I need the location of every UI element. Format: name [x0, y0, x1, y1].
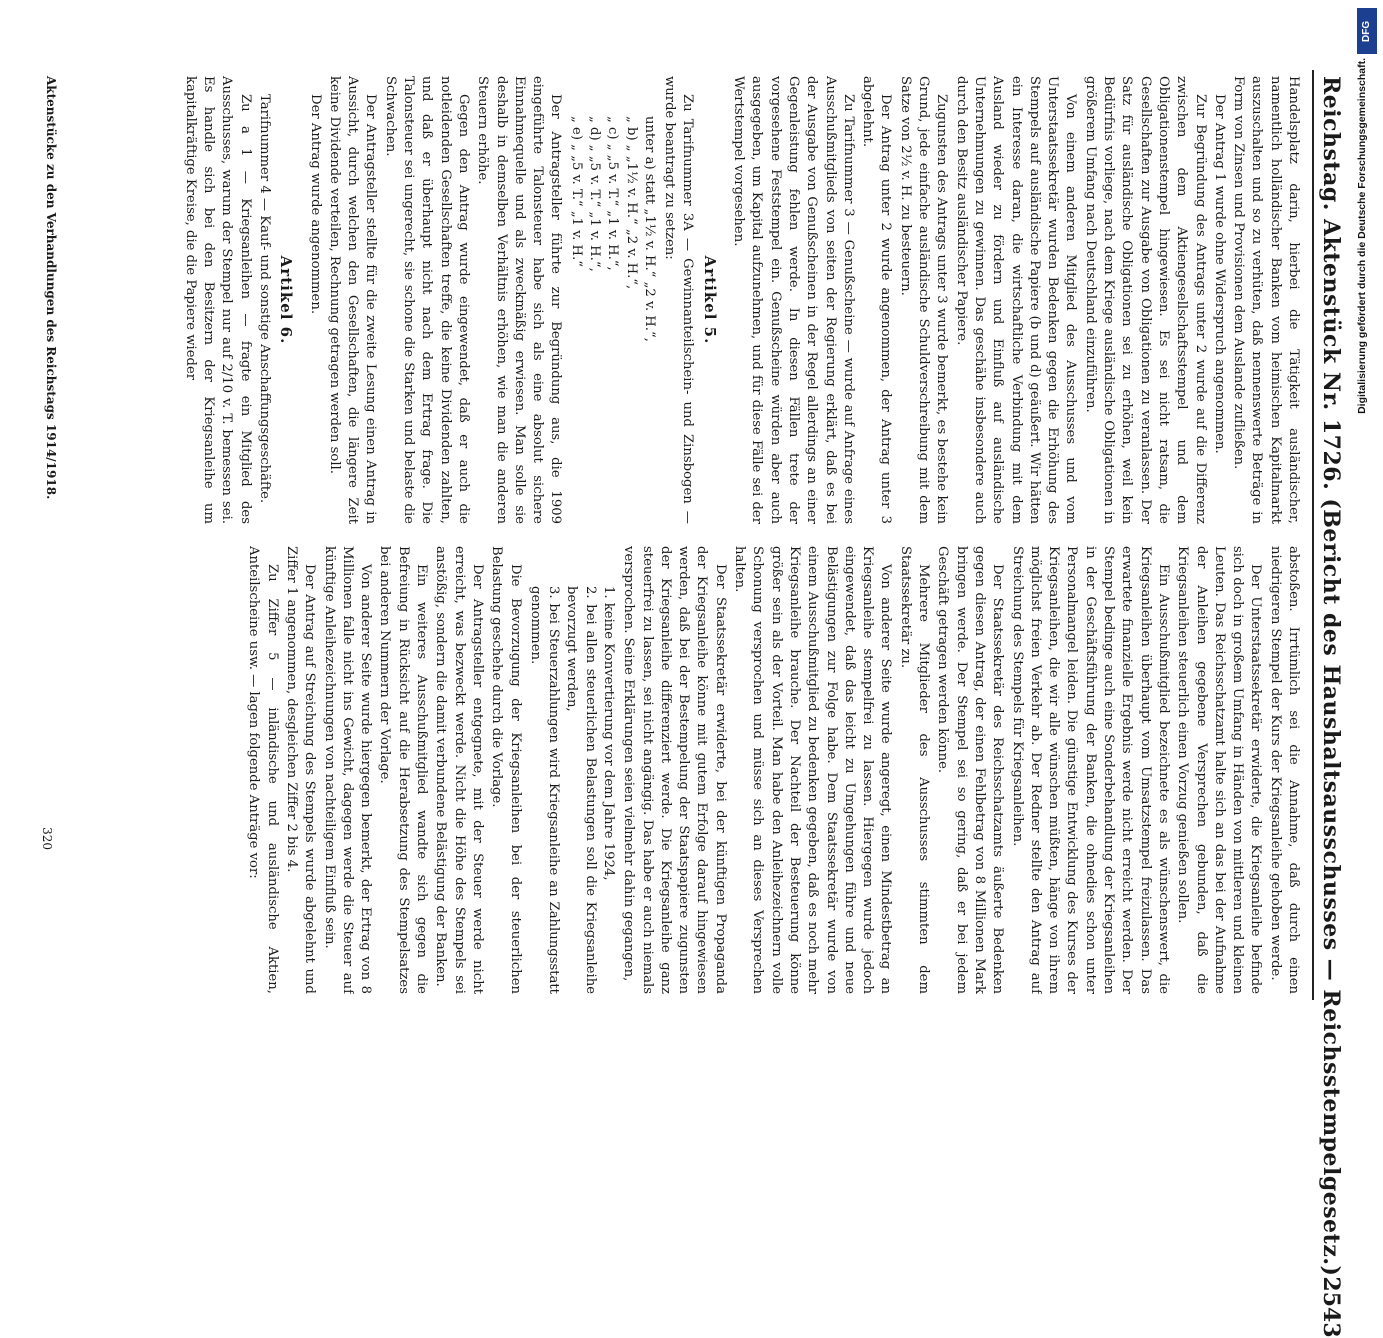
rotated-page	[40, 70, 1350, 1338]
list-item: 1. keine Konvertierung vor dem Jahre 1924,	[601, 586, 617, 881]
paragraph: Der Staatssekretär des Reichsschatzamts äußerte Bedenken gegen diesen Antrag, der einen Fehlbetrag von 8 Millionen Mark bringen werde. Der Stempel sei so gering, daß er bei jedem Geschäft getragen werden könne.	[935, 546, 1006, 994]
paragraph: Von anderer Seite wurde angeregt, einen Mindestbetrag an Kriegsanleihe stempelfrei zu lassen. Hiergegen wurde jedoch eingewendet, daß das leicht zu Umgehungen führe und neue Belästigungen zur Folge habe. Dem Staatssekretär wurde von einem Ausschußmitglied zu bedenken gegeben, daß es noch mehr Kriegsanleihe brauche. Der Nachteil der Besteuerung könne größer sein als der Vorteil. Man habe den Anleihezeichnern volle Schonung versprochen und müsse sich an dieses Versprechen halten.	[732, 546, 894, 994]
column-left	[122, 76, 1302, 524]
paragraph: Der Unterstaatssekretär erwiderte, die Kriegsanleihe befinde sich doch in großem Umfang in Händen von mittleren und kleinen Leuten. Das Reichsschatzamt halte sich an das bei der Aufnahme der Anleihen gegebene Versprechen gebunden, daß die Kriegsanleihen steuerlich einen Vorzug genießen sollen.	[1175, 546, 1264, 994]
rate-list	[566, 116, 657, 524]
paragraph: abstoßen. Irrtümlich sei die Annahme, daß durch einen niedrigeren Stempel der Kurs der Kriegsanleihe gehoben werde.	[1267, 546, 1301, 994]
page-footer: Aktenstücke zu den Verhandlungen des Reichstags 1914/1918.	[44, 76, 58, 500]
list-item: „ b) „ „1½ v. H.“ „2 v. H.“,	[623, 116, 639, 290]
paragraph: Der Staatssekretär erwiderte, bei der künftigen Propaganda der Kriegsanleihe könne mit gutem Erfolge darauf hingewiesen werden, daß bei der Bestempelung der Staatspapiere zugunsten der Kriegsanleihe differenziert werde. Die Kriegsanleihe ganz steuerfrei zu lassen, sei nicht angängig. Das habe er auch niemals versprochen. Seine Erklärungen seien vielmehr dahin gegangen,	[621, 546, 728, 994]
paragraph: Der Antragsteller führte zur Begründung aus, die 1909 eingeführte Talonsteuer habe sich als eine absolut sichere Einnahmequelle und als zweckmäßig erwiesen. Man solle sie deshalb in demselben Verhältnis erhöhen, wie man die anderen Steuern erhöhe.	[475, 76, 564, 524]
digitization-sidebar	[1352, 0, 1383, 1000]
paragraph: Ein weiteres Ausschußmitglied wandte sich gegen die Befreiung in Rücksicht auf die Herabsetzung des Stempelsatzes bei anderen Nummern der Vorlage.	[377, 546, 430, 994]
dfg-logo: DFG	[1357, 8, 1377, 54]
list-item: 3. bei Steuerzahlungen wird Kriegsanleihe an Zahlungsstatt genommen.	[527, 586, 562, 994]
paragraph: Tarifnummer 4 — Kauf- und sonstige Anschaffungsgeschäfte.	[256, 94, 272, 504]
list-item: „ d) „ „5 v. T.“ „1 v. H.“,	[587, 116, 603, 272]
paragraph: Gegen den Antrag wurde eingewendet, daß er auch die notleidenden Gesellschaften treffe, die keine Dividenden zahlten, und daß er überhaupt nicht nach dem Ertrag frage. Die Talonsteuer sei ungerecht, sie schone die Starken und belaste die Schwachen.	[382, 76, 471, 524]
paragraph: Zu a 1 — Kriegsanleihen — fragte ein Mitglied des Ausschusses, warum der Stempel nur auf 2/10 v. T. bemessen sei. Es handle sich bei den Besitzern der Kriegsanleihe um kapitalkräftige Kreise, die die Papiere wieder	[182, 76, 253, 524]
paragraph: Der Antrag unter 2 wurde angenommen, der Antrag unter 3 abgelehnt.	[860, 76, 894, 524]
signature-number: 320	[40, 827, 54, 850]
paragraph: Der Antrag wurde angenommen.	[307, 94, 323, 315]
paragraph: Zu Ziffer 5 — inländische und ausländische Aktien, Anteilscheine usw. — lagen folgende Anträge vor:	[246, 546, 280, 994]
list-item: 2. bei allen steuerlichen Belastungen soll die Kriegsanleihe bevorzugt werden,	[564, 586, 598, 994]
list-item: „ e) „ „5 v. T.“ „1 v. H.“	[568, 116, 584, 267]
list-item: unter a) statt „1½ v. H.“ „2 v. H.“,	[641, 116, 657, 342]
page-header	[1312, 70, 1350, 1338]
list-item: „ c) „ „5 v. T.“ „1 v. H.“,	[605, 116, 621, 271]
paragraph: Von anderer Seite wurde hiergegen bemerkt, der Ertrag von 8 Millionen falle nicht ins Gewicht, dagegen werde die Steuer auf künftige Anleihezeichnungen von nachteiligem Einfluß sein.	[321, 546, 374, 994]
paragraph: Der Antrag 1 wurde ohne Widerspruch angenommen.	[1211, 94, 1227, 454]
digitization-note: Digitalisierung gefördert durch die Deutsche Forschungsgemeinschaft.	[1356, 58, 1368, 414]
text-columns	[122, 70, 1312, 1000]
article-5-heading: Artikel 5.	[700, 255, 719, 345]
paragraph: Die Bevorzugung der Kriegsanleihen bei der steuerlichen Belastung geschehe durch die Vorlage.	[489, 546, 523, 994]
running-head: Reichstag. Aktenstück Nr. 1726. (Bericht des Haushaltsausschusses — Reichsstempelgesetz.)	[1318, 76, 1344, 1277]
paragraph: Ein Ausschußmitglied bezeichnete es als wünschenswert, die Kriegsanleihen überhaupt vom Umsatzstempel freizulassen. Das erwartete finanzielle Ergebnis werde nicht erreicht werden. Der Stempel bedinge auch eine Sonderbehandlung der Kriegsanleihen in der Geschäftsführung der Banken, die ohnedies schon unter Personalmangel leiden. Die günstige Entwicklung des Kurses der Kriegsanleihen, die wir alle wünschen müßten, hänge von ihrem möglichst freien Verkehr ab. Der Redner stellte den Antrag auf Streichung des Stempels für Kriegsanleihen.	[1009, 546, 1171, 994]
paragraph: Zu Tarifnummer 3 — Genußscheine — wurde auf Anfrage eines Ausschußmitglieds von seiten der Regierung erklärt, daß es bei der Ausgabe von Genußscheinen in der Regel allerdings an einer Gegenleistung fehlen werde. In diesen Fällen trete der vorgesehene Feststempel ein. Genußscheine würden aber auch ausgegeben, um Kapital aufzunehmen, und für diese Fälle sei der Wertstempel vorgesehen.	[731, 76, 856, 524]
page-number: 2543	[1318, 1276, 1344, 1338]
paragraph: Von einem anderen Mitglied des Ausschusses und vom Unterstaatssekretär wurden Bedenken gegen die Erhöhung des Stempels auf ausländische Papiere (b und d) geäußert. Wir hätten ein Interesse daran, die wirtschaftliche Verbindung mit dem Ausland wieder zu fördern und Einfluß auf ausländische Unternehmungen zu gewinnen. Das geschähe insbesondere auch durch den Besitz ausländischer Papiere.	[953, 76, 1079, 524]
promise-list	[526, 586, 617, 994]
paragraph: Der Antragsteller stellte für die zweite Lesung einen Antrag in Aussicht, durch welchen den Gesellschaften, die längere Zeit keine Dividende verteilen, Rechnung getragen werden soll.	[326, 76, 379, 524]
article-6-heading: Artikel 6.	[277, 255, 296, 345]
paragraph: Zur Begründung des Antrags unter 2 wurde auf die Differenz zwischen dem Aktiengesellschaftsstempel und dem Obligationenstempel hingewiesen. Es sei nicht ratsam, die Gesellschaften zur Ausgabe von Obligationen zu veranlassen. Der Satz für ausländische Obligationen sei zu erhöhen, weil kein Bedürfnis vorliege, nach dem Kriege ausländische Obligationen in größerem Umfang nach Deutschland einzuführen.	[1082, 76, 1208, 524]
paragraph: Zugunsten des Antrags unter 3 wurde bemerkt, es bestehe kein Grund, jede einfache ausländische Schuldverschreibung mit dem Satze von 2½ v. H. zu besteuern.	[897, 76, 950, 524]
paragraph: Mehrere Mitglieder des Ausschusses stimmten dem Staatssekretär zu.	[897, 546, 932, 994]
paragraph: Handelsplatz darin, hierbei die Tätigkeit ausländischer, namentlich holländischer Banken vom heimischen Kapitalmarkt auszuschalten und so zu verhüten, daß nennenswerte Beträge in Form von Zinsen und Provisionen dem Auslande zufließen.	[1231, 76, 1301, 524]
paragraph: Der Antrag auf Streichung des Stempels wurde abgelehnt und Ziffer 1 angenommen, desgleichen Ziffer 2 bis 4.	[283, 546, 318, 994]
paragraph: Der Antragsteller entgegnete, mit der Steuer werde nicht erreicht, was bezweckt werde. Nicht die Höhe des Stempels sei anstößig, sondern die damit verbundene Belästigung der Banken.	[433, 546, 485, 994]
column-right	[122, 546, 1302, 994]
paragraph: Zu Tarifnummer 3A — Gewinnanteilschein- und Zinsbogen — wurde beantragt zu setzen:	[662, 76, 696, 524]
